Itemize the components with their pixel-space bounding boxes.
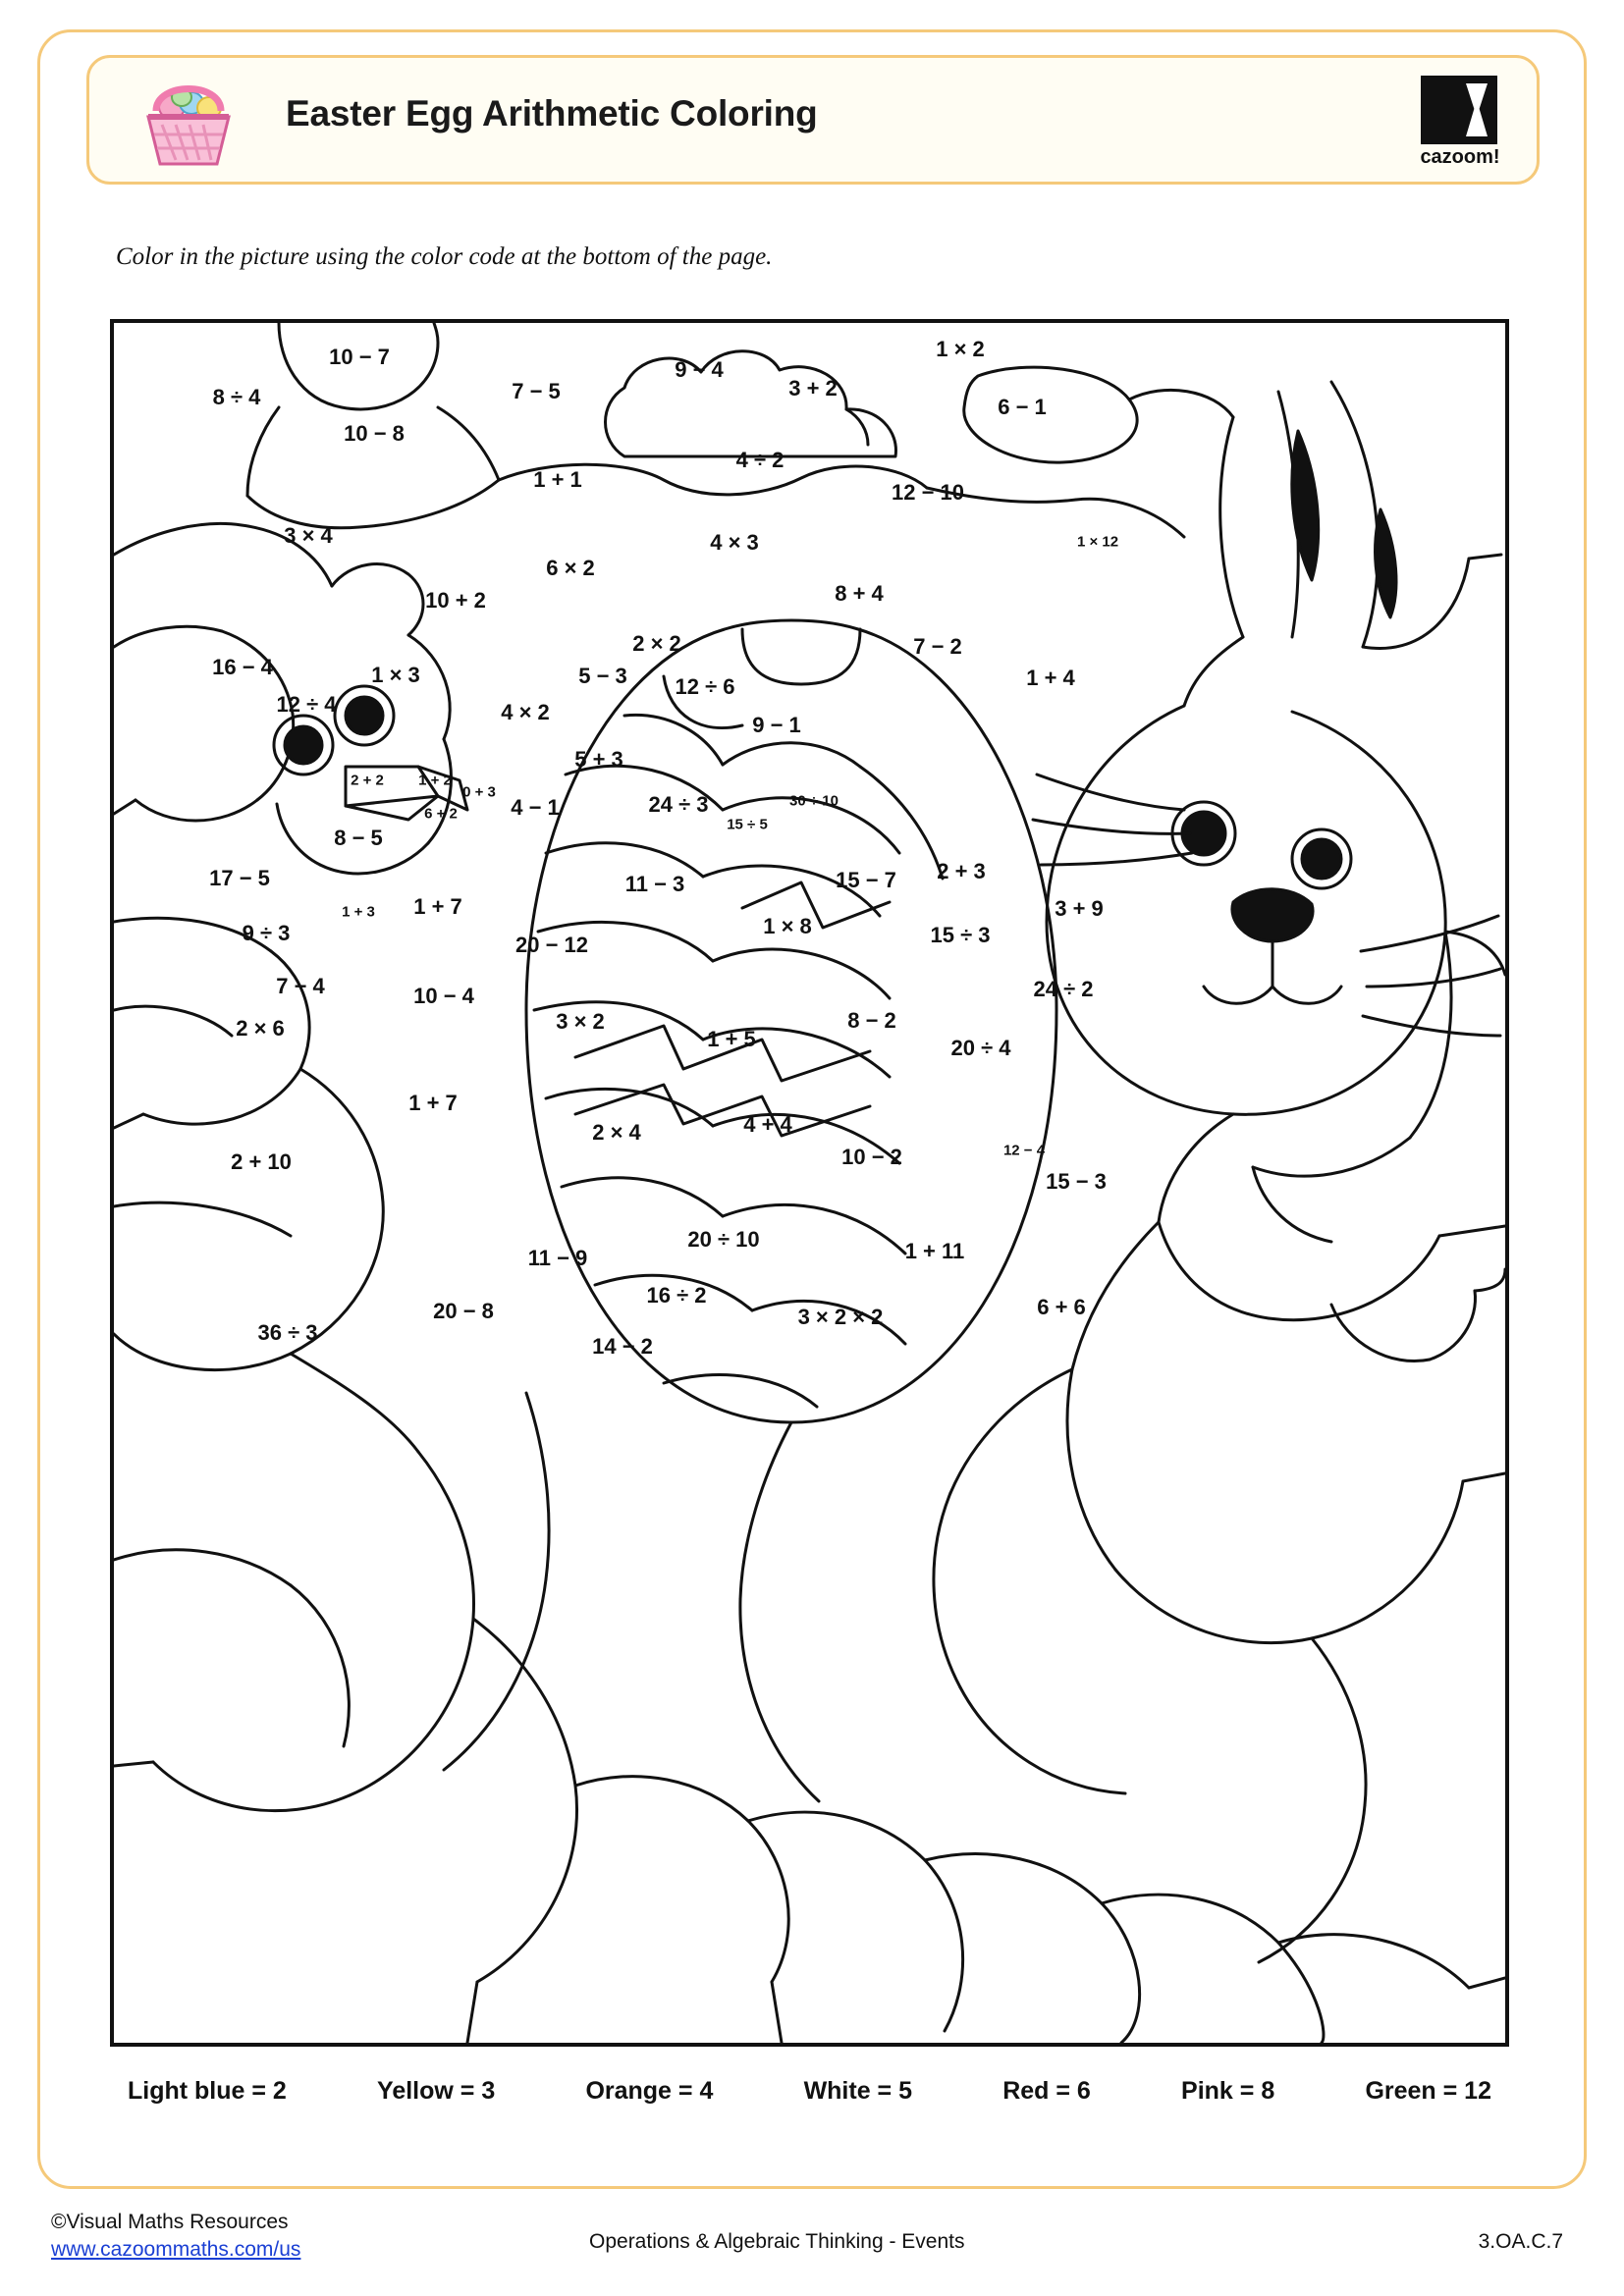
problem-label: 5 − 3	[578, 664, 627, 688]
instruction-text: Color in the picture using the color code at the bottom of the page.	[116, 243, 773, 270]
hourglass-icon	[1466, 83, 1488, 136]
problem-label: 10 − 7	[329, 345, 390, 369]
key-light-blue: Light blue = 2	[128, 2076, 287, 2105]
problem-label: 16 ÷ 2	[646, 1283, 707, 1308]
problem-label: 11 − 9	[527, 1246, 588, 1270]
problem-label: 1 + 2	[418, 772, 452, 789]
problem-label: 15 − 7	[836, 868, 896, 892]
key-pink: Pink = 8	[1181, 2076, 1275, 2105]
problem-label: 9 − 4	[675, 357, 724, 382]
problem-label: 1 × 12	[1076, 533, 1119, 551]
problem-label: 24 ÷ 3	[648, 792, 709, 817]
problem-label: 8 − 2	[847, 1008, 896, 1033]
page-title: Easter Egg Arithmetic Coloring	[286, 93, 818, 133]
problem-label: 20 ÷ 10	[687, 1227, 760, 1252]
problem-label: 16 − 4	[212, 655, 273, 679]
problem-label: 9 − 1	[752, 713, 801, 737]
key-red: Red = 6	[1002, 2076, 1091, 2105]
problem-label: 6 − 1	[998, 395, 1047, 419]
problem-label: 2 × 6	[236, 1016, 285, 1041]
problem-label: 8 + 4	[835, 581, 884, 606]
problem-label: 4 ÷ 2	[735, 448, 785, 472]
problem-label: 10 − 4	[413, 984, 474, 1008]
key-white: White = 5	[803, 2076, 912, 2105]
problem-label: 10 − 8	[344, 421, 405, 446]
problem-label: 15 ÷ 3	[930, 923, 991, 947]
problem-label: 10 − 2	[841, 1145, 902, 1169]
problem-label: 10 + 2	[425, 588, 486, 613]
problem-label: 12 ÷ 6	[675, 674, 735, 699]
problem-label: 0 + 3	[462, 783, 496, 801]
problem-label: 6 × 2	[546, 556, 595, 580]
cazoom-logo	[1403, 76, 1515, 174]
problem-label: 3 × 2 × 2	[797, 1305, 884, 1329]
key-orange: Orange = 4	[585, 2076, 714, 2105]
problem-label: 1 + 5	[707, 1027, 756, 1051]
footer-standard-code: 3.OA.C.7	[1478, 2230, 1563, 2253]
problem-label: 6 + 6	[1037, 1295, 1086, 1319]
problem-label: 20 ÷ 4	[950, 1036, 1011, 1060]
problem-label: 2 × 4	[592, 1120, 641, 1145]
problem-label: 7 − 4	[276, 974, 325, 998]
picture-lines	[114, 323, 1505, 2043]
problem-label: 2 + 2	[351, 772, 384, 789]
logo-text: cazoom!	[1420, 146, 1500, 168]
problem-label: 8 ÷ 4	[212, 385, 261, 409]
problem-label: 12 − 10	[891, 480, 965, 505]
problem-label: 7 − 5	[512, 379, 561, 403]
problem-label: 24 ÷ 2	[1033, 977, 1094, 1001]
problem-label: 2 × 2	[632, 631, 681, 656]
easter-basket-icon	[115, 74, 262, 176]
key-yellow: Yellow = 3	[377, 2076, 496, 2105]
coloring-picture	[110, 319, 1509, 2047]
problem-label: 12 − 4	[1002, 1142, 1046, 1159]
problem-label: 30 ÷ 10	[789, 792, 839, 810]
footer	[0, 2209, 1624, 2287]
problem-label: 3 + 9	[1055, 896, 1104, 921]
header-bar	[86, 55, 1540, 185]
problem-label: 17 − 5	[209, 866, 270, 890]
problem-label: 11 − 3	[624, 872, 685, 896]
problem-label: 1 × 8	[763, 914, 812, 938]
problem-label: 15 ÷ 5	[727, 816, 768, 833]
problem-label: 20 − 8	[433, 1299, 494, 1323]
problem-label: 4 + 4	[743, 1112, 792, 1137]
footer-topic: Operations & Algebraic Thinking - Events	[589, 2230, 965, 2253]
problem-label: 1 + 1	[533, 467, 582, 492]
problem-label: 4 × 2	[501, 700, 550, 724]
problem-label: 3 × 2	[556, 1009, 605, 1034]
color-key	[110, 2071, 1509, 2110]
problem-label: 2 + 10	[231, 1149, 292, 1174]
footer-copyright	[51, 2209, 300, 2265]
problem-label: 1 + 7	[408, 1091, 458, 1115]
problem-label: 36 ÷ 3	[257, 1320, 318, 1345]
problem-label: 4 × 3	[710, 530, 759, 555]
logo-mark	[1421, 76, 1497, 144]
problem-label: 5 + 3	[574, 747, 623, 772]
problem-label: 1 + 3	[342, 903, 375, 921]
key-green: Green = 12	[1365, 2076, 1491, 2105]
problem-label: 6 + 2	[424, 805, 458, 823]
problem-label: 8 − 5	[334, 826, 383, 850]
problem-label: 4 − 1	[511, 795, 560, 820]
problem-label: 15 − 3	[1046, 1169, 1107, 1194]
problem-label: 1 × 3	[371, 663, 420, 687]
problem-label: 20 − 12	[514, 933, 589, 957]
problem-label: 14 − 2	[592, 1334, 653, 1359]
problem-label: 9 ÷ 3	[242, 921, 291, 945]
footer-website-link[interactable]: www.cazoommaths.com/us	[51, 2238, 301, 2262]
problem-label: 3 + 2	[788, 376, 838, 400]
problem-label: 1 × 2	[936, 337, 985, 361]
copyright-text: ©Visual Maths Resources	[51, 2211, 289, 2233]
problem-label: 3 × 4	[284, 523, 333, 548]
problem-label: 7 − 2	[913, 634, 962, 659]
problem-label: 1 + 4	[1026, 666, 1075, 690]
problem-label: 12 ÷ 4	[276, 692, 337, 717]
problem-label: 1 + 7	[413, 894, 462, 919]
problem-label: 2 + 3	[937, 859, 986, 883]
problem-label: 1 + 11	[904, 1239, 965, 1263]
